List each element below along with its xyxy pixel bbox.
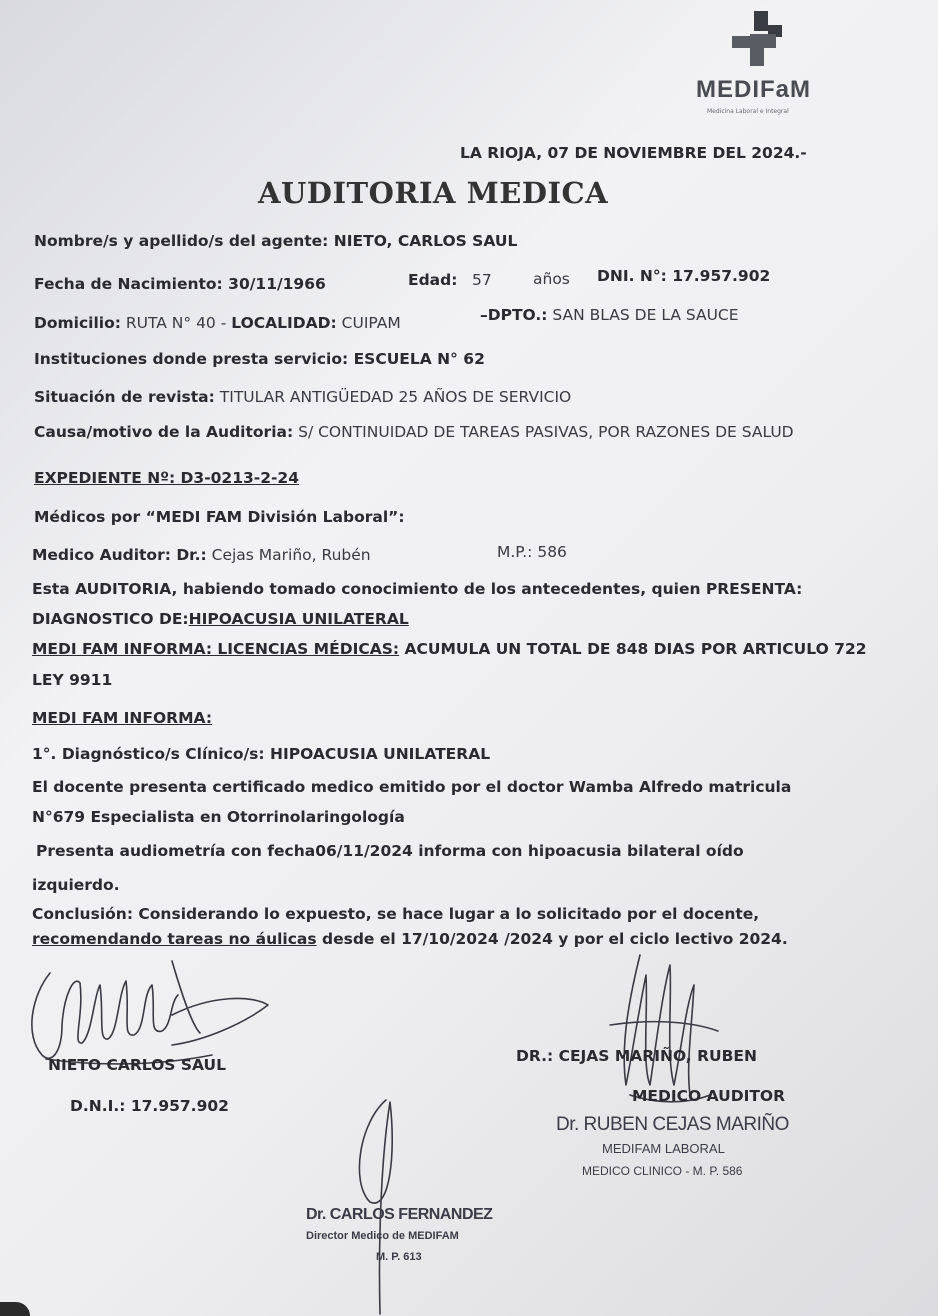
conclusion-rest: desde el 17/10/2024 /2024 y por el ciclo lectivo 2024. xyxy=(316,930,788,948)
situacion-value: TITULAR ANTIGÜEDAD 25 AÑOS DE SERVICIO xyxy=(219,388,572,406)
certificado-line-2: N°679 Especialista en Otorrinolaringología xyxy=(32,808,405,826)
conclusion-line-1: Conclusión: Considerando lo expuesto, se hace lugar a lo solicitado por el docente, xyxy=(32,905,760,923)
conclusion-underlined: recomendando tareas no áulicas xyxy=(32,930,317,948)
date-line: LA RIOJA, 07 DE NOVIEMBRE DEL 2024.- xyxy=(460,144,807,162)
mp-value: 586 xyxy=(537,543,567,561)
nombre-value: NIETO, CARLOS SAUL xyxy=(333,232,518,250)
mp-label: M.P.: xyxy=(497,543,533,561)
auditor-row xyxy=(32,546,371,564)
licencias-row xyxy=(32,640,867,658)
nombre-row xyxy=(34,232,517,250)
instituciones-row xyxy=(34,350,485,368)
situacion-row xyxy=(34,388,571,406)
auditor-role: MEDICO AUDITOR xyxy=(632,1087,786,1105)
auditor-stamp-mp: MEDICO CLINICO - M. P. 586 xyxy=(582,1164,743,1178)
licencias-label: MEDI FAM INFORMA: LICENCIAS MÉDICAS: xyxy=(32,640,400,658)
director-stamp-name: Dr. CARLOS FERNANDEZ xyxy=(306,1206,493,1223)
situacion-label: Situación de revista: xyxy=(34,388,215,406)
dpto-label: –DPTO.: xyxy=(480,306,548,324)
mp-row xyxy=(497,543,567,561)
auditor-stamp-name: Dr. RUBEN CEJAS MARIÑO xyxy=(556,1114,789,1135)
nombre-label: Nombre/s y apellido/s del agente: xyxy=(34,232,329,250)
medicos-line: Médicos por “MEDI FAM División Laboral”: xyxy=(34,508,405,526)
localidad-value: CUIPAM xyxy=(341,314,401,332)
domicilio-label: Domicilio: xyxy=(34,314,121,332)
informa-heading: MEDI FAM INFORMA: xyxy=(32,709,213,727)
causa-label: Causa/motivo de la Auditoria: xyxy=(34,423,294,441)
localidad-label: LOCALIDAD: xyxy=(231,314,337,332)
page-corner-shadow xyxy=(0,1302,30,1316)
domicilio-row xyxy=(34,314,401,332)
domicilio-value: RUTA N° 40 - xyxy=(125,314,227,332)
audiometria-line-1: Presenta audiometría con fecha06/11/2024 informa con hipoacusia bilateral oído xyxy=(36,842,744,860)
agent-dni: D.N.I.: 17.957.902 xyxy=(70,1097,229,1115)
medifam-cross-icon xyxy=(728,8,796,74)
diagnostico-value: HIPOACUSIA UNILATERAL xyxy=(188,610,409,628)
nacimiento-label: Fecha de Nacimiento: xyxy=(34,275,223,293)
nacimiento-value: 30/11/1966 xyxy=(228,275,326,293)
instituciones-value: ESCUELA N° 62 xyxy=(353,350,485,368)
audiometria-line-2: izquierdo. xyxy=(32,876,120,894)
licencias-value-1: ACUMULA UN TOTAL DE 848 DIAS POR ARTICULO 722 xyxy=(404,640,867,658)
director-stamp-mp: M. P. 613 xyxy=(376,1251,422,1263)
edad-label: Edad: xyxy=(408,271,458,289)
auditor-stamp-org: MEDIFAM LABORAL xyxy=(602,1141,725,1156)
logo-wordmark: MEDIFaM xyxy=(696,76,811,103)
auditor-value: Cejas Mariño, Rubén xyxy=(211,546,371,564)
diagnostico-row xyxy=(32,610,409,628)
dpto-row xyxy=(480,306,739,324)
document-title: AUDITORIA MEDICA xyxy=(258,176,609,210)
dni-row xyxy=(597,267,770,285)
agent-name: NIETO CARLOS SAUL xyxy=(48,1056,226,1074)
expediente: EXPEDIENTE Nº: D3-0213-2-24 xyxy=(34,469,299,487)
edad-unit: años xyxy=(533,270,570,288)
certificado-line-1: El docente presenta certificado medico emitido por el doctor Wamba Alfredo matricula xyxy=(32,778,792,796)
causa-value: S/ CONTINUIDAD DE TAREAS PASIVAS, POR RAZONES DE SALUD xyxy=(298,423,794,441)
presenta-line: Esta AUDITORIA, habiendo tomado conocimiento de los antecedentes, quien PRESENTA: xyxy=(32,580,803,598)
instituciones-label: Instituciones donde presta servicio: xyxy=(34,350,349,368)
logo-tagline: Medicina Laboral e Integral xyxy=(707,108,789,115)
dni-label: DNI. N°: xyxy=(597,267,667,285)
licencias-value-2: LEY 9911 xyxy=(32,671,113,689)
director-signature xyxy=(340,1092,420,1316)
diag-clinico: 1°. Diagnóstico/s Clínico/s: HIPOACUSIA UNILATERAL xyxy=(32,745,491,763)
causa-row xyxy=(34,423,794,441)
auditor-name: DR.: CEJAS MARIÑO, RUBEN xyxy=(516,1047,757,1065)
diagnostico-label: DIAGNOSTICO DE: xyxy=(32,610,189,628)
edad-value: 57 xyxy=(472,271,492,289)
dni-value: 17.957.902 xyxy=(672,267,771,285)
auditor-label: Medico Auditor: Dr.: xyxy=(32,546,207,564)
dpto-value: SAN BLAS DE LA SAUCE xyxy=(552,306,739,324)
nacimiento-row xyxy=(34,275,326,293)
director-stamp-title: Director Medico de MEDIFAM xyxy=(306,1230,459,1242)
